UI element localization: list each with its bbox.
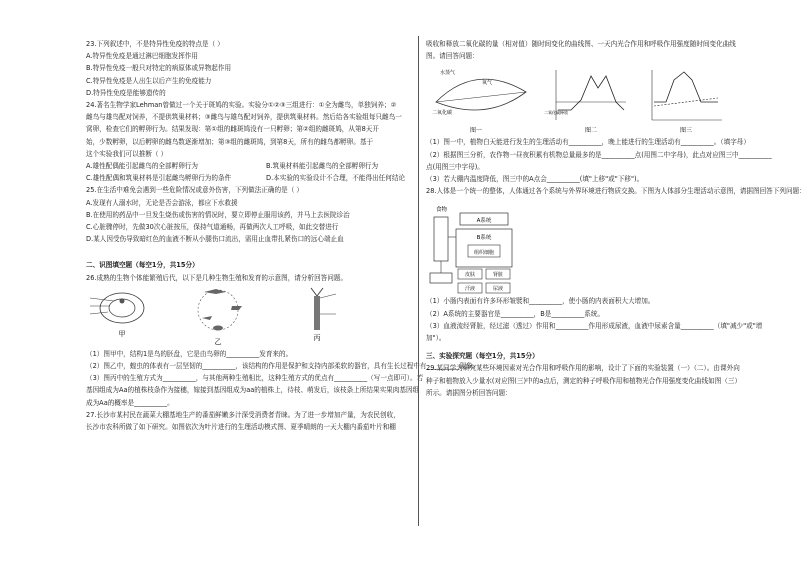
q24-line-4: 始，少数孵卵，以后孵卵的雌鸟数逐渐增加；第③组的雌斑鸠，到第8天，所有的雌鸟都孵卵。基于 bbox=[86, 137, 374, 146]
q24-option-d: D.本实验的实验设计不合理，不能得出任何结论 bbox=[266, 174, 406, 183]
q29-line-1: 29.某同学为研究某些环境因素对光合作用和呼吸作用的影响，设计了下面的实验装置（一）（二）。由课外向 bbox=[426, 364, 740, 373]
label-skin: 皮肤 bbox=[464, 272, 476, 279]
g3-photosynthesis-curve bbox=[654, 72, 718, 102]
figure-label-g1: 图一 bbox=[469, 127, 483, 135]
q24-line-1: 24.著名生物学家Lehman曾做过一个关于斑鸠的实验。实验分①②③三组进行：①全为雌鸟，单独饲养；② bbox=[86, 101, 397, 110]
label-co2: 二氧化碳 bbox=[432, 110, 453, 117]
q27-sub-1: （1）图一中，植物白天能进行发生的生理活动有__________，晚上能进行的生理活动有__________。（填字母） bbox=[426, 138, 750, 147]
q25-option-b: B.在使用的药品中一旦发生烧伤或伤害的情况时，要立即停止服用该药，并马上去医院诊治 bbox=[86, 210, 350, 219]
label-system-a: A系统 bbox=[476, 218, 492, 225]
q23-option-a: A.特异性免疫是通过淋巴细胞发挥作用 bbox=[86, 52, 198, 61]
q26-sub-3-line-3: 成为Aa的概率是__________。 bbox=[86, 398, 174, 407]
q26-figure-svg bbox=[86, 284, 412, 348]
label-sweat: 汗液 bbox=[464, 286, 476, 293]
g2-co2-curve bbox=[558, 76, 624, 110]
label-co2-release: 二氧化碳释放 bbox=[544, 110, 568, 116]
q27-figures-svg bbox=[426, 62, 766, 136]
egg-pointer-1 bbox=[90, 298, 114, 301]
q24-line-2: 雌鸟与雄鸟配对饲养，不提供筑巢材料；③雌鸟与雄鸟配对饲养，提供筑巢材料。然后给各实验组每只雌鸟一 bbox=[86, 113, 402, 122]
q29-line-3: 所示。请据图分析回答问题： bbox=[426, 388, 512, 397]
q27-cont-line-1: 吸收和释放二氧化碳的量（相对值）随时间变化的曲线图、一天内光合作用和呼吸作用强度随时间变化曲线 bbox=[426, 40, 736, 48]
label-kidney: 肾脏 bbox=[492, 272, 504, 279]
label-tissue-cells: 组织细胞 bbox=[473, 250, 495, 257]
label-water-vapor: 水蒸气 bbox=[440, 70, 456, 77]
column-divider bbox=[418, 36, 419, 526]
q26-sub-2: （2）图乙中，蝗虫的体表有一层坚韧的__________，该结构的作用是保护和支持内部柔软的器官，具有生长过程中有__________现象。 bbox=[86, 362, 480, 371]
figure-label-jia: 甲 bbox=[118, 329, 126, 338]
egg-shell-shape bbox=[100, 293, 144, 323]
q25-option-d: D.某人因受伤导致暗红色的血液不断从小腿伤口流出，需用止血带扎紧伤口的远心端止血 bbox=[86, 235, 344, 244]
graft-pointer-9 bbox=[320, 294, 336, 298]
q28-sub-2: （2）A系统的主要器官是__________，B是__________系统。 bbox=[426, 309, 605, 318]
q28-figure bbox=[426, 197, 766, 295]
q25-stem: 25.在生活中难免会遇到一些危险情况或意外伤害，下列做法正确的是（ ） bbox=[86, 186, 303, 195]
q27-sub-2-line-2: 点(用图三中字母)。 bbox=[426, 162, 484, 171]
locust-nymph-shape bbox=[231, 306, 242, 310]
label-food: 食物 bbox=[436, 207, 448, 214]
section-3-heading: 三、实验探究题（每空1分，共15分） bbox=[426, 352, 539, 361]
q28-sub-3-line-2: 加"）。 bbox=[426, 334, 446, 343]
q27-cont-line-2: 图。请回答问题： bbox=[426, 52, 479, 61]
figure-label-g2: 图二 bbox=[584, 127, 598, 135]
q25-option-c: C.心脏骤停时，先做30次心脏按压，保持气道通畅，再做两次人工呼吸，如此交替进行 bbox=[86, 223, 339, 232]
figure-label-bing: 丙 bbox=[313, 333, 321, 342]
q28-sub-1: （1）小肠内表面有许多环形皱襞和__________，使小肠的内表面积大大增加。 bbox=[426, 297, 655, 306]
q24-option-c: C.雄性配偶和筑巢材料是引起雌鸟孵卵行为的条件 bbox=[86, 174, 232, 183]
q26-stem: 26.成熟的生物个体能繁殖后代，以下是几种生物生殖和发育的示意图，请分析回答问题。 bbox=[86, 273, 348, 282]
graft-stock-shape bbox=[314, 296, 320, 330]
q24-options-row-2 bbox=[86, 172, 412, 184]
q26-sub-3: （3）图丙中的生殖方式为__________，与其他两种生殖相比，这种生殖方式的优点有__________（写一点即可）。若 bbox=[86, 374, 424, 383]
digestive-tube-shape bbox=[434, 217, 448, 261]
q29-line-2: 种子和植物放入少量水(对应图(三)中的a点后，测定的种子呼吸作用和植物光合作用强度变化曲线如图（三） bbox=[426, 376, 742, 385]
q27-figures bbox=[426, 62, 766, 136]
q27-line-2: 长沙市农科所做了如下研究。如图依次为叶片进行的生理活动模式图、夏季晴朗的一天大棚内番茄叶片和棚 bbox=[86, 423, 396, 432]
q26-sub-3-line-2: 基因组成为Aa的植株枝条作为接穗，嫁接到基因组成为aa的植株上，待枝、萌发后，该枝条上所结果实果肉基因组 bbox=[86, 386, 420, 395]
label-system-b: B系统 bbox=[476, 235, 492, 242]
section-2-heading: 二、识图填空题（每空1分，共15分） bbox=[86, 261, 199, 270]
locust-adult-shape bbox=[204, 289, 226, 294]
q27-line-1: 27.长沙市某村民在蔬菜大棚基地生产的番茄鲜嫩多汁深受消费者青睐。为了进一步增加产量，为农民创收， bbox=[86, 410, 400, 419]
figure-label-yi: 乙 bbox=[214, 337, 222, 346]
egg-germinal-disc-shape bbox=[120, 298, 125, 303]
q25-option-a: A.发现有人溺水时，无论是否会游泳，都应下水救援 bbox=[86, 198, 238, 207]
q28-figure-svg bbox=[426, 197, 766, 295]
q27-sub-2: （2）根据图三分析，农作物一昼夜积累有机物总量最多的是__________点(用图二中字母)，此点对应图三中__________ bbox=[426, 150, 772, 159]
q24-options-row-1 bbox=[86, 160, 412, 172]
feces-box bbox=[430, 273, 452, 283]
leaf-outline-shape bbox=[436, 80, 526, 111]
q24-line-3: 窝卵，检查它们的孵卵行为。结果发现：第①组的雌斑鸠没有一只孵卵；第②组的雌斑鸠，从第8天开 bbox=[86, 125, 379, 134]
egg-pointer-3 bbox=[90, 312, 108, 314]
label-urine: 尿液 bbox=[492, 286, 504, 293]
q26-figure bbox=[86, 284, 412, 348]
q23-option-d: D.特异性免疫是能够遗传的 bbox=[86, 88, 166, 97]
q28-sub-3: （3）血液流经肾脏，经过滤（透过）作用和__________作用形成尿液，血液中尿素含量__________（填"减少"或"增 bbox=[426, 321, 763, 330]
graft-scion-shape bbox=[311, 288, 323, 296]
q23-stem: 23.下列叙述中，不是特异性免疫的特点是（ ） bbox=[86, 40, 224, 48]
right-column bbox=[426, 38, 806, 399]
q24-option-a: A.雄性配偶能引起雌鸟的全部孵卵行为 bbox=[86, 162, 198, 171]
locust-egg-shape bbox=[213, 325, 223, 330]
q24-line-5: 这个实验我们可以推断（ ） bbox=[86, 149, 168, 158]
label-oxygen: 氧气 bbox=[482, 80, 493, 87]
q27-sub-3: （3）若大棚内温度降低，图三中的A点会__________(填"上移"或"下移")。 bbox=[426, 175, 644, 184]
q23-option-c: C.特异性免疫是人出生以后产生的免疫能力 bbox=[86, 76, 212, 85]
q28-stem: 28.人体是一个统一的整体，人体通过各个系统与外界环境进行物质交换。下图为人体部分生理活动示意图，请据图回答下列问题： bbox=[426, 187, 806, 196]
locust-young-shape bbox=[202, 316, 212, 320]
figure-label-g3: 图三 bbox=[679, 127, 693, 135]
q24-option-b: B.筑巢材料能引起雌鸟的全部孵卵行为 bbox=[266, 162, 379, 171]
q23-option-b: B.特异性免疫一般只对特定的病原体或异物起作用 bbox=[86, 64, 232, 73]
q26-sub-1: （1）图甲中，结构1是鸟的胚盘，它是由鸟卵的__________发育来的。 bbox=[86, 349, 293, 358]
